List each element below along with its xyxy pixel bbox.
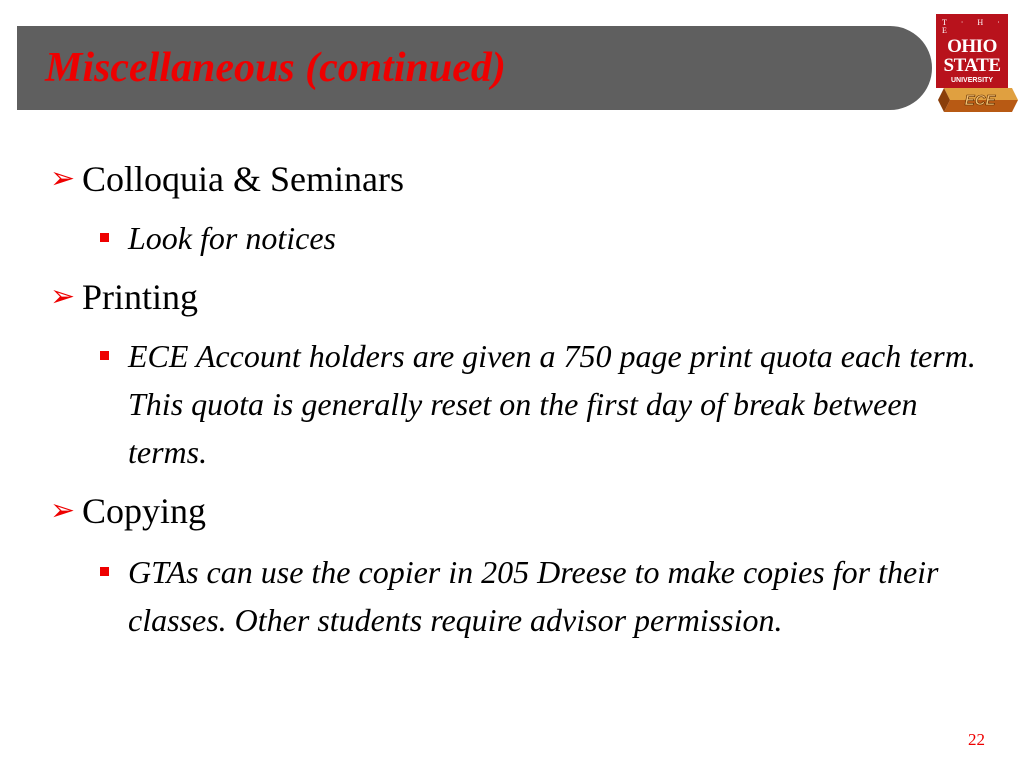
bullet-label: Printing bbox=[82, 277, 199, 317]
bullet-label: Copying bbox=[82, 491, 207, 531]
square-bullet-icon bbox=[100, 567, 109, 576]
slide-title: Miscellaneous (continued) bbox=[45, 45, 506, 91]
bullet-copying bbox=[50, 490, 206, 532]
logo-the-text: T · H · E bbox=[942, 17, 1006, 35]
logo-state-text: STATE bbox=[943, 54, 1001, 76]
page-number: 22 bbox=[968, 730, 985, 749]
sub-bullet-text: ECE Account holders are given a 750 page print quota each term. This quota is generally reset on the first day of break between terms. bbox=[128, 338, 976, 470]
sub-bullet-look-for-notices bbox=[100, 214, 990, 262]
arrow-bullet-icon: ➢ bbox=[50, 494, 76, 527]
square-bullet-icon bbox=[100, 233, 109, 242]
sub-bullet-print-quota bbox=[100, 332, 990, 476]
bullet-printing bbox=[50, 276, 198, 318]
bullet-label: Colloquia & Seminars bbox=[82, 159, 404, 199]
square-bullet-icon bbox=[100, 351, 109, 360]
bullet-colloquia bbox=[50, 158, 404, 200]
arrow-bullet-icon: ➢ bbox=[50, 280, 76, 313]
logo-ohio-text: OHIO bbox=[947, 35, 997, 57]
arrow-bullet-icon: ➢ bbox=[50, 162, 76, 195]
ece-badge-text: ECE bbox=[964, 92, 996, 109]
sub-bullet-text: GTAs can use the copier in 205 Dreese to make copies for their classes. Other students require advisor permission. bbox=[128, 554, 939, 638]
logo-university-text: UNIVERSITY bbox=[950, 76, 993, 84]
sub-bullet-text: Look for notices bbox=[128, 220, 336, 256]
sub-bullet-copier bbox=[100, 548, 990, 644]
